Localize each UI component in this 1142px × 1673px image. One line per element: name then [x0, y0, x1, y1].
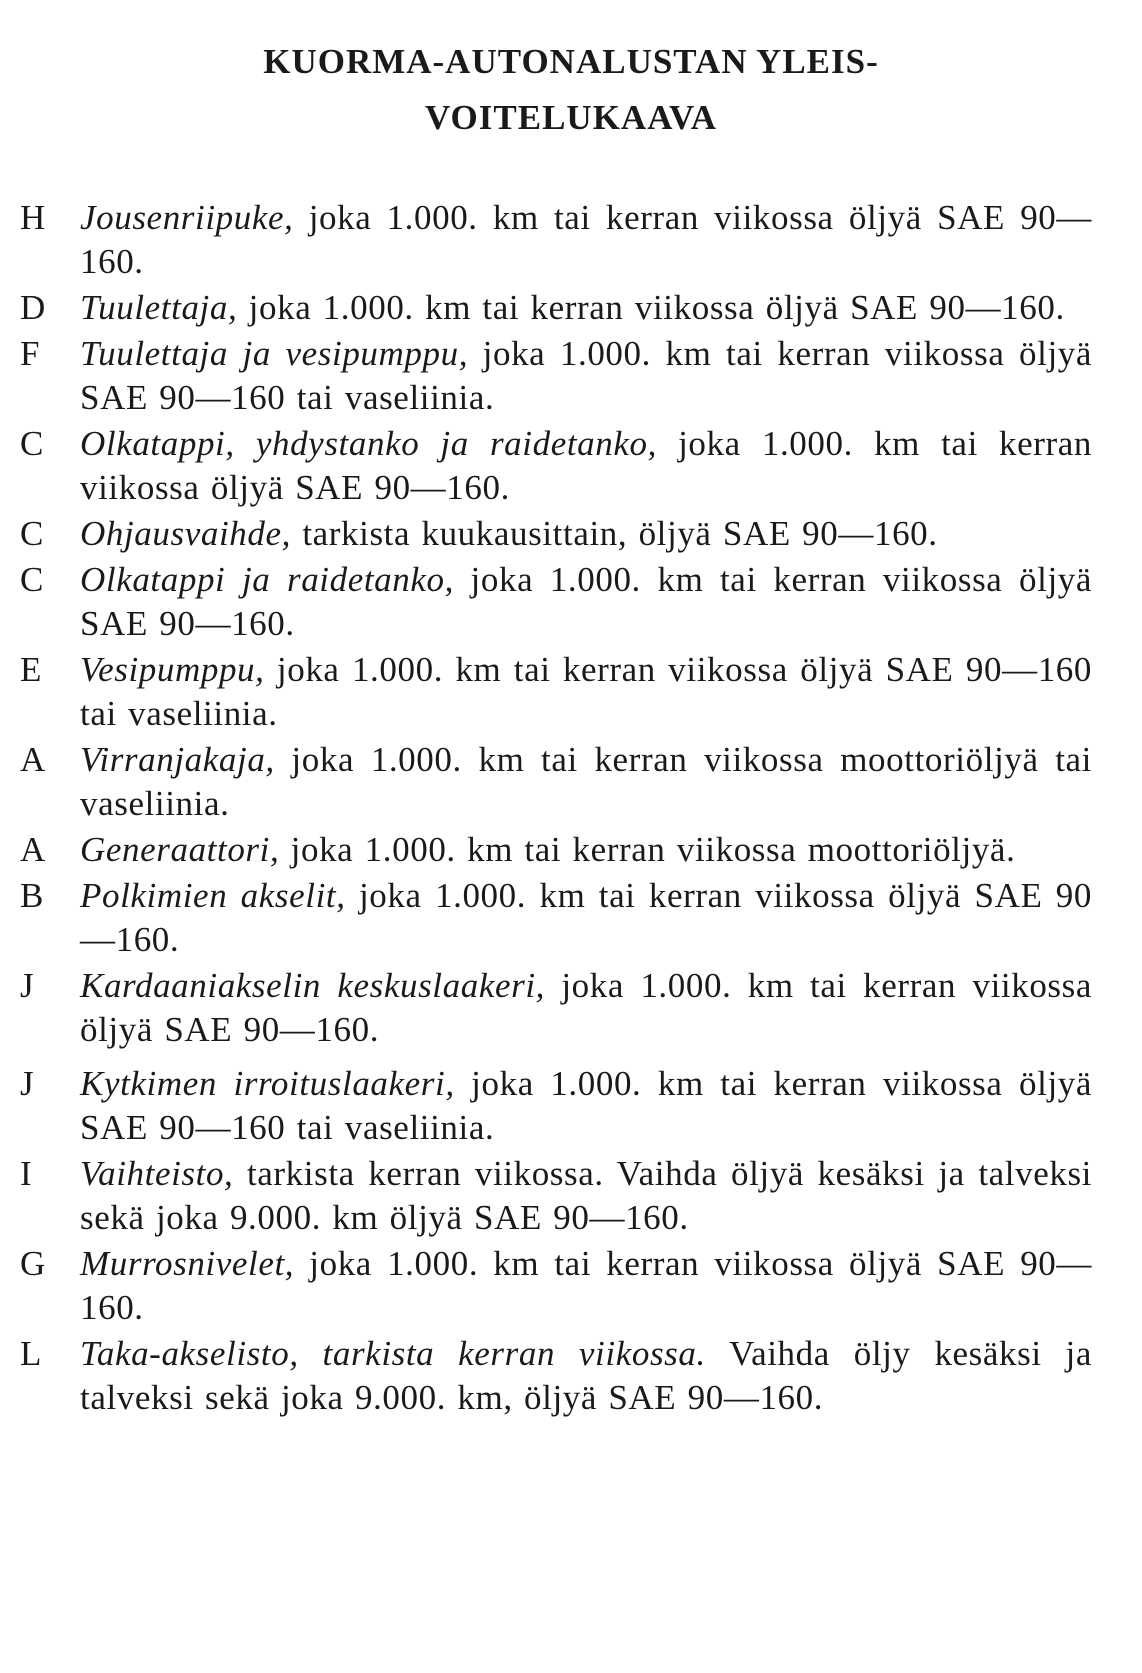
list-item: [20, 648, 1092, 736]
entry-text: [80, 964, 1092, 1052]
entry-text: [80, 1152, 1092, 1240]
entry-instructions: joka 1.000. km tai kerran viikossa öljyä SAE 90—160.: [80, 198, 1092, 281]
entry-letter: A: [20, 740, 46, 779]
entry-letter: C: [20, 560, 44, 599]
list-item: [20, 286, 1092, 330]
entry-subject: Kytkimen irroituslaakeri,: [80, 1064, 455, 1103]
entry-subject: Generaattori,: [80, 830, 280, 869]
entry-letter: C: [20, 424, 44, 463]
list-item: [20, 422, 1092, 510]
entry-instructions: tarkista kerran viikossa. Vaihda öljyä kesäksi ja talveksi sekä joka 9.000. km öljyä SAE 90—160.: [80, 1154, 1092, 1237]
entry-subject: Virranjakaja,: [80, 740, 275, 779]
entry-letter: J: [20, 966, 34, 1005]
entry-subject: Tuulettaja,: [80, 288, 238, 327]
list-item: [20, 1062, 1092, 1150]
entry-text: [80, 196, 1092, 284]
entry-instructions: joka 1.000. km tai kerran viikossa öljyä SAE 90—160.: [80, 966, 1092, 1049]
entry-instructions: joka 1.000. km tai kerran viikossa moottoriöljyä tai vaseliinia.: [80, 740, 1092, 823]
entry-text: [80, 648, 1092, 736]
entry-text: [80, 1332, 1092, 1420]
entry-subject: Taka-akselisto, tarkista kerran viikossa.: [80, 1334, 706, 1373]
entry-letter: B: [20, 876, 44, 915]
entry-letter: I: [20, 1154, 32, 1193]
entry-instructions: joka 1.000. km tai kerran viikossa öljyä SAE 90—160 tai vaseliinia.: [80, 650, 1092, 733]
entry-instructions: joka 1.000. km tai kerran viikossa öljyä SAE 90—160.: [80, 424, 1092, 507]
entry-subject: Polkimien akselit,: [80, 876, 346, 915]
entry-letter: F: [20, 334, 40, 373]
entry-instructions: joka 1.000. km tai kerran viikossa öljyä SAE 90—160.: [80, 876, 1092, 959]
entry-text: [80, 558, 1092, 646]
entry-subject: Ohjausvaihde,: [80, 514, 291, 553]
entry-text: [80, 512, 1092, 556]
entry-letter: D: [20, 288, 46, 327]
entry-letter: H: [20, 198, 46, 237]
entry-letter: E: [20, 650, 42, 689]
list-item: [20, 332, 1092, 420]
entry-subject: Olkatappi ja raidetanko,: [80, 560, 454, 599]
entry-subject: Tuulettaja ja vesipumppu,: [80, 334, 469, 373]
list-item: [20, 874, 1092, 962]
page-title: [0, 34, 1142, 146]
list-item: [20, 1152, 1092, 1240]
list-item: [20, 558, 1092, 646]
entry-subject: Olkatappi, yhdystanko ja raidetanko,: [80, 424, 657, 463]
title-line-1: KUORMA-AUTONALUSTAN YLEIS-: [263, 42, 879, 81]
entry-instructions: tarkista kuukausittain, öljyä SAE 90—160.: [290, 514, 938, 553]
entry-letter: A: [20, 830, 46, 869]
entry-text: [80, 828, 1092, 872]
entry-subject: Murrosnivelet,: [80, 1244, 295, 1283]
entry-text: [80, 1062, 1092, 1150]
lubrication-list: [20, 196, 1092, 1422]
entry-instructions: joka 1.000. km tai kerran viikossa öljyä SAE 90—160 tai vaseliinia.: [80, 334, 1092, 417]
list-item: [20, 1242, 1092, 1330]
entry-instructions: Vaihda öljy kesäksi ja talveksi sekä joka 9.000. km, öljyä SAE 90—160.: [80, 1334, 1092, 1417]
entry-instructions: joka 1.000. km tai kerran viikossa öljyä SAE 90—160.: [80, 1244, 1092, 1327]
entry-instructions: joka 1.000. km tai kerran viikossa öljyä SAE 90—160 tai vaseliinia.: [80, 1064, 1093, 1147]
entry-subject: Vesipumppu,: [80, 650, 265, 689]
entry-text: [80, 738, 1092, 826]
entry-text: [80, 1242, 1092, 1330]
entry-subject: Jousenriipuke,: [80, 198, 294, 237]
entry-instructions: joka 1.000. km tai kerran viikossa öljyä SAE 90—160.: [80, 560, 1092, 643]
entry-subject: Vaihteisto,: [80, 1154, 234, 1193]
list-item: [20, 738, 1092, 826]
entry-text: [80, 286, 1092, 330]
list-item: [20, 1332, 1092, 1420]
list-item: [20, 196, 1092, 284]
list-item: [20, 828, 1092, 872]
entry-text: [80, 422, 1092, 510]
list-item: [20, 964, 1092, 1052]
entry-letter: L: [20, 1334, 42, 1373]
entry-subject: Kardaaniakselin keskuslaakeri,: [80, 966, 545, 1005]
entry-letter: G: [20, 1244, 46, 1283]
list-item: [20, 512, 1092, 556]
title-line-2: VOITELUKAAVA: [424, 98, 718, 137]
entry-letter: C: [20, 514, 44, 553]
entry-text: [80, 874, 1092, 962]
entry-letter: J: [20, 1064, 34, 1103]
entry-text: [80, 332, 1092, 420]
entry-instructions: joka 1.000. km tai kerran viikossa öljyä SAE 90—160.: [237, 288, 1065, 327]
entry-instructions: joka 1.000. km tai kerran viikossa moottoriöljyä.: [279, 830, 1016, 869]
